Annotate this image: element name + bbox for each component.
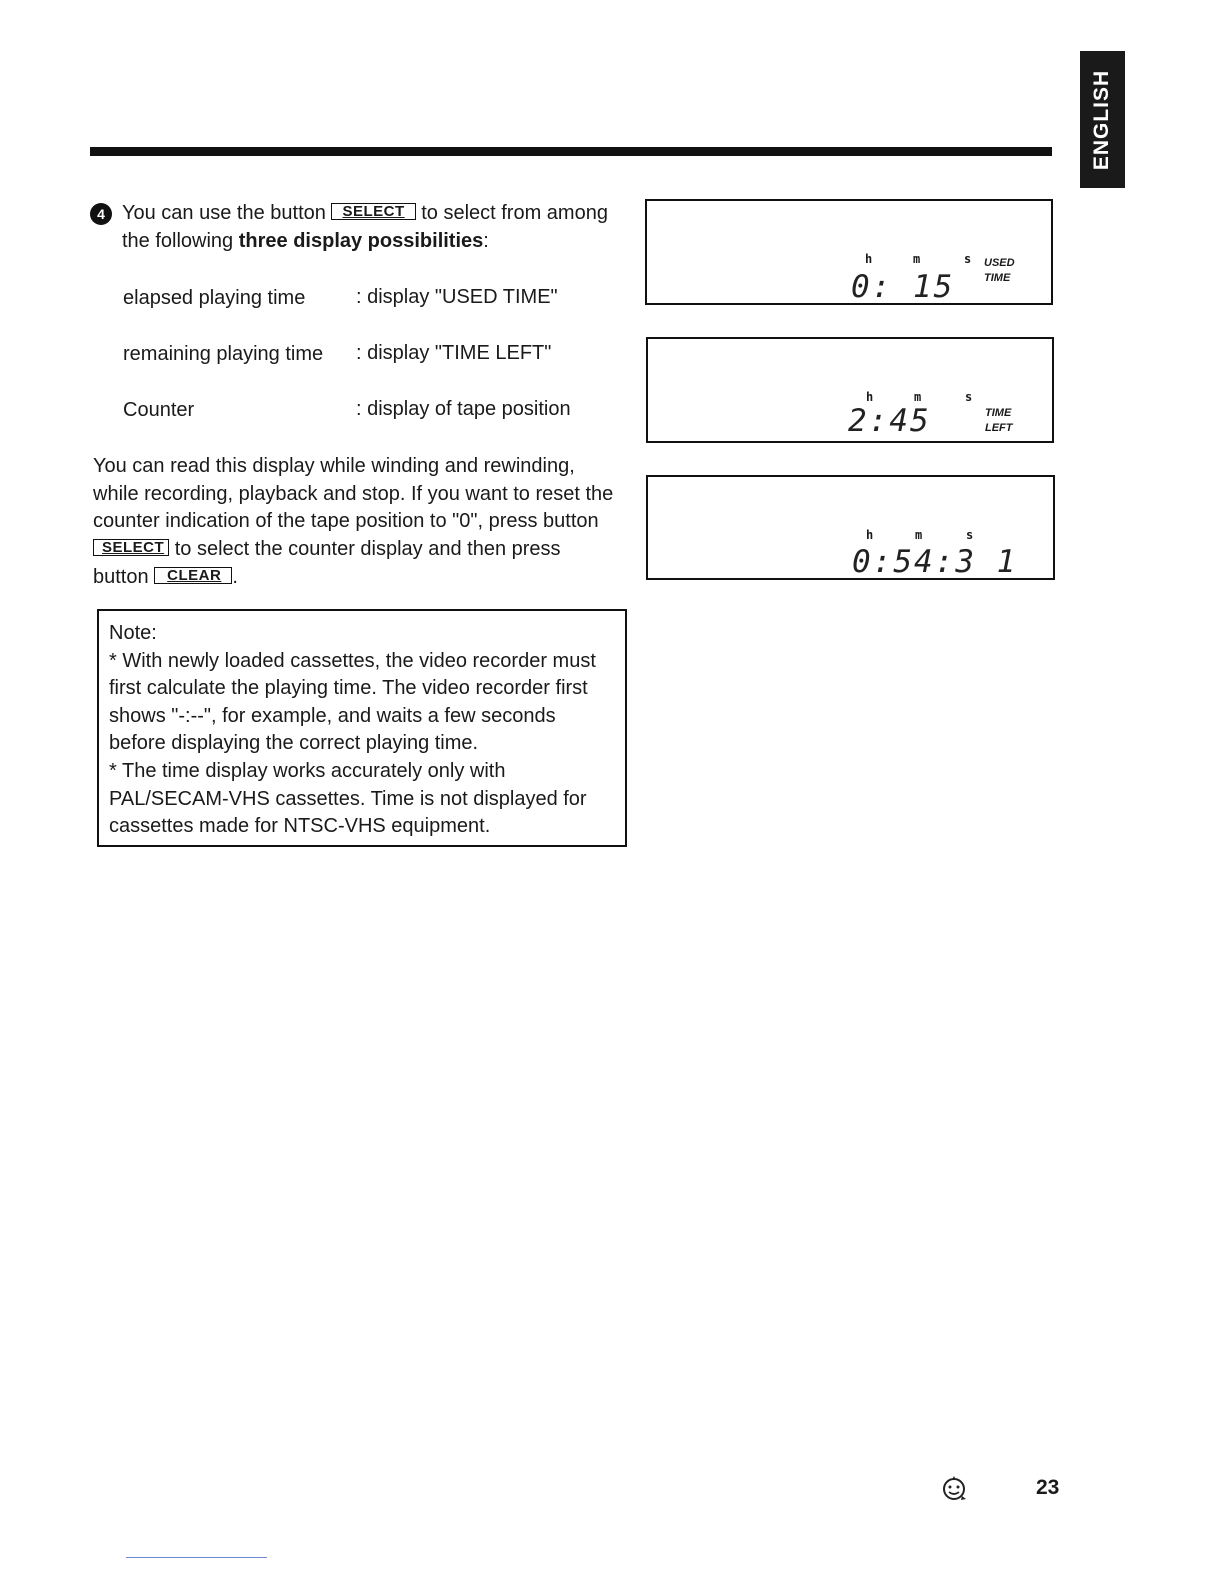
header-rule <box>90 147 1052 156</box>
note-title: Note: <box>109 622 157 644</box>
lcd-counter-readout: 0:54:3 1 <box>852 544 1018 580</box>
option-label-remaining: remaining playing time <box>123 343 324 365</box>
language-tab-label: ENGLISH <box>1090 69 1114 170</box>
select-button-label-2: SELECT <box>93 539 169 556</box>
paragraph-line-4 <box>93 535 561 563</box>
step-line-1-post: to select from among <box>421 202 608 224</box>
paragraph-line-5-post: . <box>232 566 238 588</box>
note-line: PAL/SECAM-VHS cassettes. Time is not displayed for <box>109 787 587 810</box>
badge-line-1: TIME <box>985 407 1012 419</box>
display-panel-used-time <box>645 199 1053 305</box>
recycle-logo-icon <box>938 1472 970 1504</box>
note-line: * The time display works accurately only with <box>109 759 506 782</box>
note-line: first calculate the playing time. The video recorder first <box>109 677 588 700</box>
step-line-2-post: : <box>483 230 489 252</box>
lcd-time-readout: 2:45 <box>848 403 931 439</box>
option-label-elapsed: elapsed playing time <box>123 287 306 309</box>
paragraph-line-1: You can read this display while winding and rewinding, <box>93 455 575 477</box>
badge-line-2: TIME <box>984 272 1011 284</box>
step-number-badge: 4 <box>90 203 112 225</box>
step-line-1 <box>122 199 608 227</box>
paragraph-line-5-pre: button <box>93 566 149 588</box>
option-desc-remaining: : display "TIME LEFT" <box>356 342 552 364</box>
hours-unit: h <box>866 390 874 404</box>
hours-unit: h <box>866 528 874 542</box>
seconds-unit: s <box>964 252 972 266</box>
language-tab <box>1080 51 1125 188</box>
minutes-unit: m <box>914 390 922 404</box>
used-time-indicator <box>984 256 1015 286</box>
display-panel-time-left <box>646 337 1054 443</box>
note-line: cassettes made for NTSC-VHS equipment. <box>109 815 491 838</box>
select-button-label: SELECT <box>331 203 415 220</box>
minutes-unit: m <box>913 252 921 266</box>
paragraph-line-2: while recording, playback and stop. If you want to reset the <box>93 483 614 505</box>
paragraph-line-3: counter indication of the tape position to "0", press button <box>93 510 599 532</box>
lcd-time-readout: 0: 15 <box>851 269 955 305</box>
seconds-unit: s <box>966 528 974 542</box>
option-label-counter: Counter <box>123 399 195 421</box>
step-line-2-pre: the following <box>122 230 234 252</box>
clear-button-label: CLEAR <box>154 567 232 584</box>
seconds-unit: s <box>965 390 973 404</box>
note-line: before displaying the correct playing time. <box>109 732 479 755</box>
option-desc-elapsed: : display "USED TIME" <box>356 286 558 308</box>
footer-rule <box>126 1557 267 1558</box>
note-line: shows "-:--", for example, and waits a few seconds <box>109 704 556 727</box>
hours-unit: h <box>865 252 873 266</box>
page-number: 23 <box>1036 1476 1060 1499</box>
paragraph-line-4-post: to select the counter display and then press <box>174 538 561 560</box>
time-left-indicator <box>985 406 1013 436</box>
badge-line-1: USED <box>984 257 1015 269</box>
display-panel-counter <box>646 475 1055 580</box>
step-line-2 <box>122 227 489 255</box>
step-line-1-pre: You can use the button <box>122 202 326 224</box>
badge-line-2: LEFT <box>985 422 1013 434</box>
option-desc-counter: : display of tape position <box>356 398 571 420</box>
note-box <box>97 609 627 847</box>
note-line: * With newly loaded cassettes, the video recorder must <box>109 649 596 672</box>
minutes-unit: m <box>915 528 923 542</box>
paragraph-line-5 <box>93 563 238 591</box>
step-line-2-bold: three display possibilities <box>238 230 484 252</box>
